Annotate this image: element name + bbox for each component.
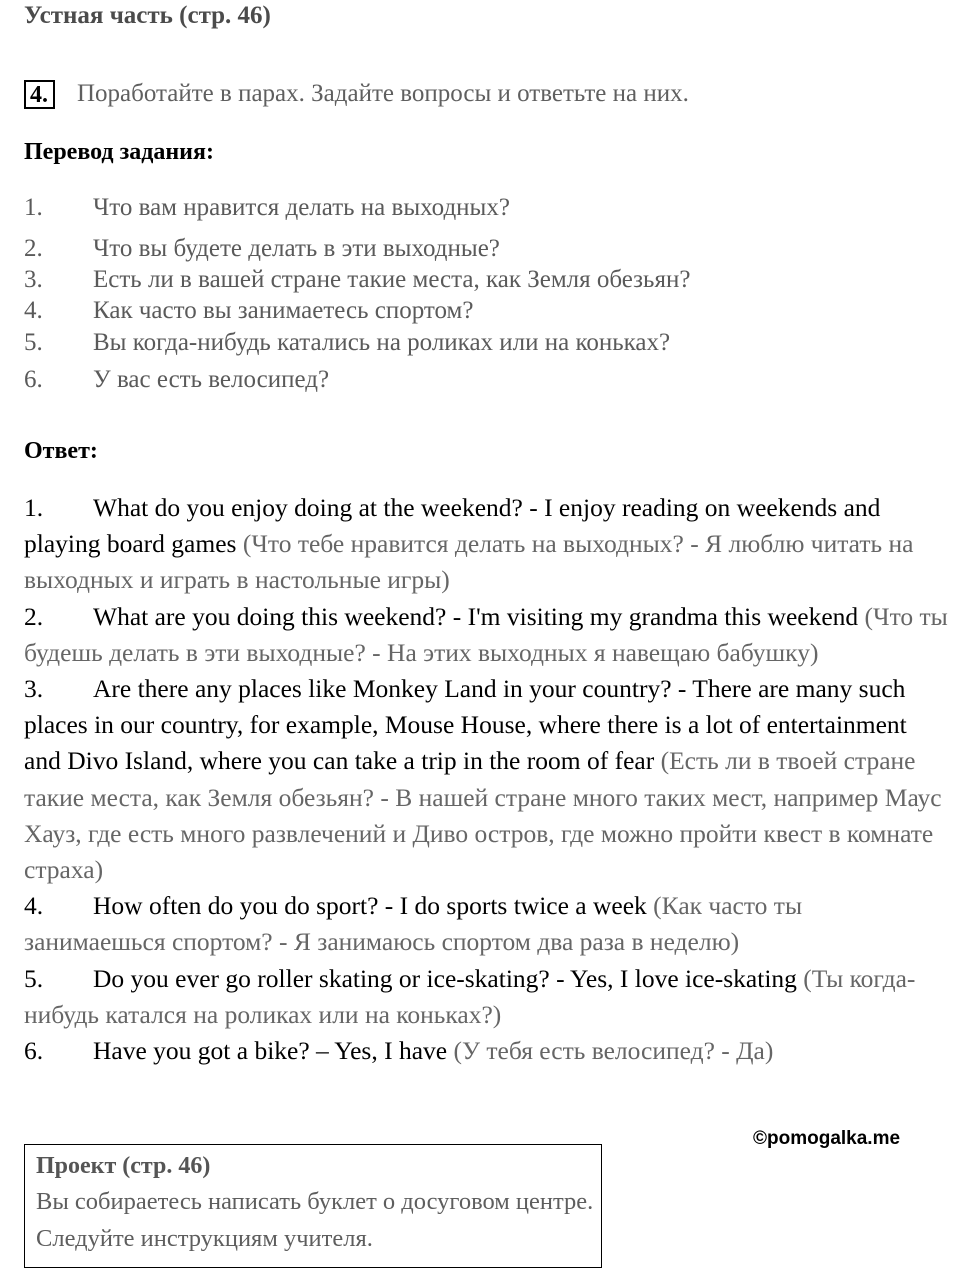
answer-number: 1. [24,493,44,522]
answer-number: 3. [24,674,44,704]
item-number: 3. [24,266,43,293]
item-text: У вас есть велосипед? [93,366,330,393]
answer-english: How often do you do sport? - I do sports twice a week [93,891,647,921]
answer-number: 4. [24,891,44,921]
item-number: 5. [24,329,43,356]
project-text: Вы собираетесь написать буклет о досуговом центре. Следуйте инструкциям учителя. [36,1188,594,1252]
item-text: Есть ли в вашей стране такие места, как Земля обезьян? [93,266,691,293]
watermark: ©pomogalka.me [753,1128,901,1149]
answer-english: What are you doing this weekend? - I'm visiting my grandma this weekend [93,601,859,631]
item-number: 6. [24,366,43,393]
answer-translation: (Что ты будешь делать в эти выходные? - На этих выходных я навещаю бабушку) [24,601,948,667]
answer-number: 5. [24,963,44,993]
answer-item [24,599,949,671]
task-instruction: Поработайте в парах. Задайте вопросы и ответьте на них. [77,80,689,107]
translation-heading: Перевод задания: [24,139,214,165]
answer-heading: Ответ: [24,438,98,464]
answer-translation: (Что тебе нравится делать на выходных? - Я люблю читать на выходных и играть в настольные игры) [24,529,914,595]
answer-item [24,490,949,599]
item-number: 4. [24,297,43,324]
task-number-box: 4. [24,80,55,109]
answer-english: What do you enjoy doing at the weekend? - I enjoy reading on weekends and playing board games [24,493,881,559]
answer-translation: (Есть ли в твоей стране такие места, как Земля обезьян? - В нашей стране много таких мест, например Маус Хауз, где есть много развлечений и Диво остров, где можно пройти квест в комнате страха) [24,746,942,885]
item-number: 2. [24,235,43,262]
item-text: Что вам нравится делать на выходных? [93,194,510,221]
item-text: Что вы будете делать в эти выходные? [93,235,500,262]
project-title: Проект (стр. 46) [36,1153,211,1179]
answer-translation: (У тебя есть велосипед? - Да) [453,1036,774,1066]
translation-item [24,329,670,357]
answer-item [24,671,949,888]
translation-item [24,235,500,263]
item-number: 1. [24,194,43,221]
project-box [24,1144,602,1268]
answer-english: Are there any places like Monkey Land in your country? - There are many such places in our country, for example, Mouse House, where there is a lot of entertainment and Divo Island, where you can take a trip in the room of fear [24,674,907,776]
answer-item [24,888,949,960]
item-text: Как часто вы занимаетесь спортом? [93,297,474,324]
translation-item [24,297,473,325]
answer-english: Have you got a bike? – Yes, I have [93,1036,448,1066]
answer-item [24,1033,949,1069]
answer-english: Do you ever go roller skating or ice-skating? - Yes, I love ice-skating [93,963,797,993]
answer-translation: (Ты когда-нибудь катался на роликах или на коньках?) [24,963,916,1029]
oral-part-heading: Устная часть (стр. 46) [24,2,271,29]
answer-number: 6. [24,1036,44,1066]
answer-number: 2. [24,601,44,631]
answer-list [24,490,949,1069]
answer-item [24,961,949,1033]
translation-item [24,194,510,222]
answer-translation: (Как часто ты занимаешься спортом? - Я занимаюсь спортом два раза в неделю) [24,891,803,957]
item-text: Вы когда-нибудь катались на роликах или на коньках? [93,329,671,356]
translation-item [24,366,329,394]
translation-item [24,266,690,294]
